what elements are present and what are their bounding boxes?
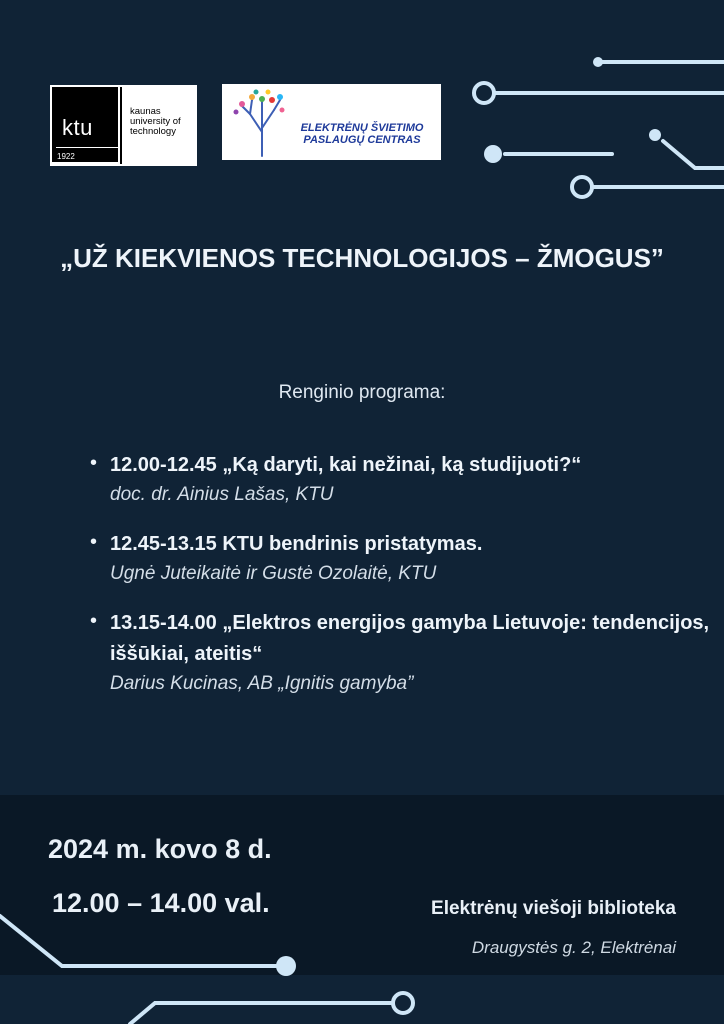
circuit-line (663, 141, 724, 168)
event-address: Draugystės g. 2, Elektrėnai (471, 938, 676, 957)
event-date: 2024 m. kovo 8 d. (48, 834, 272, 864)
program-item-title: • 13.15-14.00 „Elektros energijos gamyba Lietuvoje: tendencijos, iššūkiai, ateitis“ (110, 612, 710, 665)
elektrenai-education-centre-logo (222, 84, 441, 160)
ktu-logo-name: kaunas university of technology (130, 106, 181, 137)
ktu-logo (50, 85, 197, 166)
ktu-logo-text: ktu (62, 115, 93, 140)
ktu-logo-year: 1922 (57, 152, 75, 161)
esc-logo-name: ELEKTRĖNŲ ŠVIETIMO PASLAUGŲ CENTRAS (300, 122, 424, 146)
circuit-node-dot (484, 145, 502, 163)
circuit-node-ring (572, 177, 592, 197)
circuit-node-ring (474, 83, 494, 103)
ktu-logo-separator (120, 87, 122, 164)
circuit-node-dot (649, 129, 661, 141)
program-list (90, 450, 720, 718)
event-time: 12.00 – 14.00 val. (52, 888, 270, 918)
ktu-logo-divider (56, 147, 118, 148)
program-item-speaker: Darius Kucinas, AB „Ignitis gamyba” (110, 673, 414, 694)
event-title: „UŽ KIEKVIENOS TECHNOLOGIJOS – ŽMOGUS” (60, 243, 664, 273)
program-item (90, 529, 720, 588)
program-item-title: • 12.45-13.15 KTU bendrinis pristatymas. (110, 533, 483, 555)
program-item (90, 450, 720, 509)
ktu-logo-mark (52, 87, 118, 162)
program-heading: Renginio programa: (278, 382, 446, 403)
tree-icon (228, 88, 288, 158)
circuit-node-dot (593, 57, 603, 67)
program-item-speaker: Ugnė Juteikaitė ir Gustė Ozolaitė, KTU (110, 563, 437, 584)
footer-bottom-strip (0, 975, 724, 1024)
program-item-title: • 12.00-12.45 „Ką daryti, kai nežinai, ką studijuoti?“ (110, 454, 582, 476)
program-item-speaker: doc. dr. Ainius Lašas, KTU (110, 484, 334, 505)
event-venue: Elektrėnų viešoji biblioteka (431, 898, 676, 919)
program-item (90, 608, 720, 698)
